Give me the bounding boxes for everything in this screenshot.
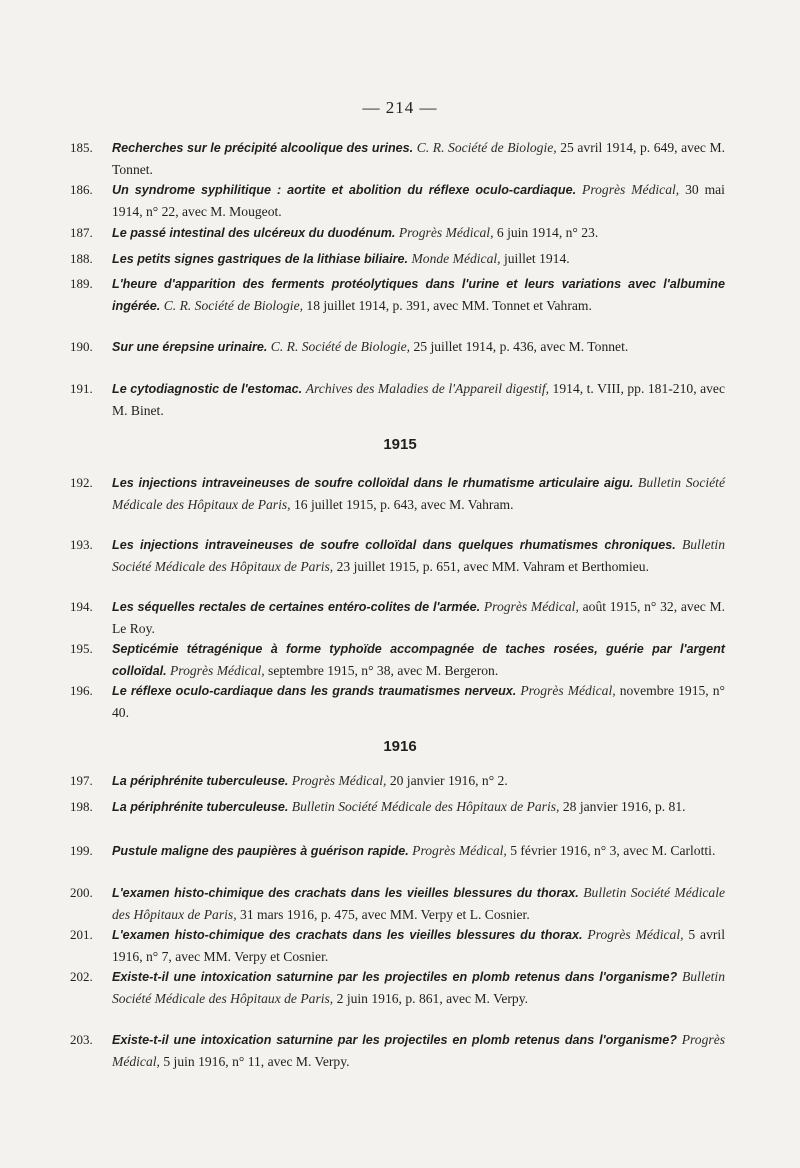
entry-title: L'examen histo-chimique des crachats dans les vieilles blessures du thorax. — [112, 886, 579, 900]
entry-journal: Progrès Médical, — [483, 599, 579, 614]
entry-number: 199. — [70, 843, 93, 858]
entry-title: L'examen histo-chimique des crachats dans les vieilles blessures du thorax. — [112, 928, 583, 942]
entry-title: Existe-t-il une intoxication saturnine par les projectiles en plomb retenus dans l'organisme? — [112, 1033, 677, 1047]
entry-number: 191. — [70, 381, 93, 396]
entry-journal: Bulletin Société Médicale des Hôpitaux de Paris, — [112, 475, 725, 512]
entry-title: Sur une érepsine urinaire. — [112, 340, 268, 354]
entry-number: 202. — [70, 969, 93, 984]
entry-details: 1914, t. VIII, pp. 181-210, avec M. Binet. — [112, 381, 725, 418]
entry-title: Le réflexe oculo-cardiaque dans les grands traumatismes nerveux. — [112, 684, 517, 698]
entry-number: 186. — [70, 182, 93, 197]
entry-details: 25 avril 1914, p. 649, avec M. Tonnet. — [112, 140, 726, 177]
bibliography-entry — [70, 638, 725, 682]
entry-journal: C. R. Société de Biologie, — [416, 140, 557, 155]
year-heading: 1915 — [383, 436, 417, 453]
bibliography-entry — [70, 882, 726, 925]
entry-details: 2 juin 1916, p. 861, avec M. Verpy. — [336, 991, 529, 1006]
entry-details: 28 janvier 1916, p. 81. — [562, 799, 686, 814]
bibliography-entry — [70, 336, 725, 358]
entry-journal: C. R. Société de Biologie, — [270, 339, 411, 354]
entry-details: 5 juin 1916, n° 11, avec M. Verpy. — [163, 1054, 350, 1069]
entry-details: 25 juillet 1914, p. 436, avec M. Tonnet. — [413, 339, 629, 354]
entry-title: La périphrénite tuberculeuse. — [112, 774, 289, 788]
entry-title: Recherches sur le précipité alcoolique des urines. — [112, 141, 414, 155]
bibliography-entry — [70, 179, 725, 222]
bibliography-entry — [70, 378, 725, 421]
bibliography-entry — [70, 248, 725, 270]
entry-number: 197. — [70, 773, 93, 788]
entry-number: 201. — [70, 927, 93, 942]
entry-details: 6 juin 1914, n° 23. — [496, 225, 599, 240]
entry-journal: C. R. Société de Biologie, — [163, 298, 303, 313]
bibliography-entry — [70, 680, 725, 723]
entry-number: 203. — [70, 1032, 93, 1047]
entry-title: Le passé intestinal des ulcéreux du duodénum. — [112, 226, 396, 240]
entry-number: 193. — [70, 537, 93, 552]
entry-title: Un syndrome syphilitique : aortite et abolition du réflexe oculo-cardiaque. — [112, 183, 577, 197]
entry-number: 195. — [70, 641, 93, 656]
entry-title: La périphrénite tuberculeuse. — [112, 800, 289, 814]
entry-journal: Bulletin Société Médicale des Hôpitaux de Paris, — [291, 799, 560, 814]
bibliography-entry — [70, 1029, 726, 1072]
entry-journal: Progrès Médical, — [112, 1032, 726, 1069]
entry-details: juillet 1914. — [503, 251, 570, 266]
entry-title: Existe-t-il une intoxication saturnine par les projectiles en plomb retenus dans l'organisme? — [112, 970, 678, 984]
bibliography-entry — [70, 796, 725, 818]
entry-title: Septicémie tétragénique à forme typhoïde accompagnée de taches rosées, guérie par l'argent colloïdal. — [112, 642, 725, 678]
entry-journal: Progrès Médical, — [170, 663, 265, 678]
entry-title: Les injections intraveineuses de soufre colloïdal dans le rhumatisme articulaire aigu. — [112, 476, 634, 490]
entry-details: 31 mars 1916, p. 475, avec MM. Verpy et L. Cosnier. — [240, 907, 530, 922]
entry-details: 30 mai 1914, n° 22, avec M. Mougeot. — [112, 182, 725, 219]
bibliography-entry — [70, 273, 725, 317]
bibliography-entry — [70, 840, 725, 862]
entry-title: Le cytodiagnostic de l'estomac. — [112, 382, 303, 396]
page-number: — 214 — — [362, 98, 438, 117]
bibliography-entry — [70, 770, 725, 792]
bibliography-entry — [70, 472, 725, 515]
entry-number: 190. — [70, 339, 93, 354]
entry-number: 194. — [70, 599, 93, 614]
entry-details: 16 juillet 1915, p. 643, avec M. Vahram. — [293, 497, 514, 512]
entry-details: 23 juillet 1915, p. 651, avec MM. Vahram et Berthomieu. — [336, 559, 649, 574]
bibliography-entry — [70, 924, 725, 967]
entry-journal: Monde Médical, — [411, 251, 501, 266]
bibliography-entry — [70, 966, 725, 1009]
entry-title: L'heure d'apparition des ferments protéolytiques dans l'urine et leurs variations avec l'albumine ingérée. — [112, 277, 725, 313]
entry-details: 20 janvier 1916, n° 2. — [389, 773, 508, 788]
entry-journal: Bulletin Société Médicale des Hôpitaux de Paris, — [112, 885, 726, 922]
entry-journal: Progrès Médical, — [291, 773, 387, 788]
entry-title: Les injections intraveineuses de soufre colloïdal dans quelques rhumatismes chroniques. — [112, 538, 676, 552]
entry-title: Pustule maligne des paupières à guérison rapide. — [112, 844, 409, 858]
entry-number: 200. — [70, 885, 93, 900]
entry-number: 198. — [70, 799, 93, 814]
entry-journal: Progrès Médical, — [582, 182, 680, 197]
entry-journal: Bulletin Société Médicale des Hôpitaux de Paris, — [112, 537, 725, 574]
entry-journal: Archives des Maladies de l'Appareil digestif, — [305, 381, 550, 396]
entry-title: Les petits signes gastriques de la lithiase biliaire. — [112, 252, 409, 266]
entry-journal: Progrès Médical, — [587, 927, 684, 942]
bibliography-entry — [70, 222, 725, 244]
entry-number: 196. — [70, 683, 93, 698]
entry-details: novembre 1915, n° 40. — [112, 683, 725, 720]
entry-details: 18 juillet 1914, p. 391, avec MM. Tonnet et Vahram. — [306, 298, 592, 313]
entry-details: août 1915, n° 32, avec M. Le Roy. — [112, 599, 725, 636]
entry-number: 187. — [70, 225, 93, 240]
entry-number: 188. — [70, 251, 93, 266]
entry-details: 5 février 1916, n° 3, avec M. Carlotti. — [510, 843, 716, 858]
bibliography-entry — [70, 137, 726, 180]
bibliography-entry — [70, 534, 725, 577]
entry-number: 185. — [70, 140, 93, 155]
entry-journal: Progrès Médical, — [520, 683, 616, 698]
entry-journal: Bulletin Société Médicale des Hôpitaux de Paris, — [112, 969, 725, 1006]
entry-number: 189. — [70, 276, 93, 291]
entry-details: septembre 1915, n° 38, avec M. Bergeron. — [268, 663, 499, 678]
bibliography-entry — [70, 596, 725, 639]
entry-title: Les séquelles rectales de certaines entéro-colites de l'armée. — [112, 600, 481, 614]
entry-journal: Progrès Médical, — [398, 225, 494, 240]
entry-details: 5 avril 1916, n° 7, avec MM. Verpy et Cosnier. — [112, 927, 725, 964]
year-heading: 1916 — [383, 738, 417, 755]
entry-number: 192. — [70, 475, 93, 490]
entry-journal: Progrès Médical, — [412, 843, 507, 858]
